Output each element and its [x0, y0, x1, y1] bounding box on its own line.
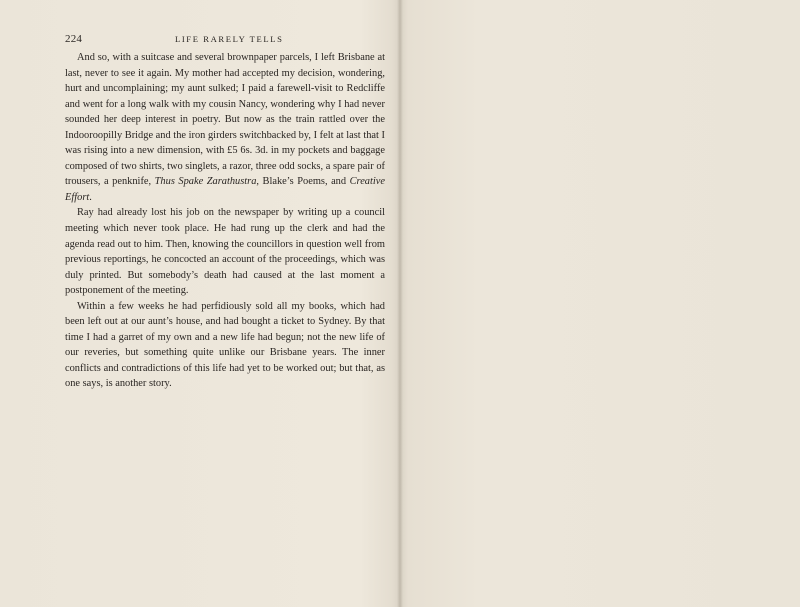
paragraph: [65, 205, 385, 298]
page-number: 224: [65, 33, 83, 45]
text-segment: , Blake’s Poems, and: [256, 176, 350, 188]
paragraph: [65, 299, 385, 392]
running-head: [65, 33, 385, 49]
book-title-italic: Thus Spake Zarathustra: [154, 176, 257, 188]
text-segment: And so, with a suitcase and several brownpaper parcels, I left Brisbane at last, never to see it again. My mother had accepted my decision, wondering, hurt and uncomplaining; my aunt sulked; I paid a farewell-visit to Redcliffe and went for a long walk with my cousin Nancy, wondering why I had never sounded her deep interest in poetry. But now as the train rattled over the Indooroopilly Bridge and the iron girders switchbacked by, I felt at last that I was rising into a new dimension, with £5 6s. 3d. in my pockets and baggage composed of two shirts, two singlets, a razor, three odd socks, a spare pair of trousers, a penknife,: [65, 52, 385, 188]
text-segment: .: [89, 191, 92, 203]
paragraph: [65, 50, 385, 205]
body-text: [65, 50, 385, 392]
running-title: LIFE RARELY TELLS: [175, 34, 284, 44]
text-segment: Within a few weeks he had perfidiously sold all my books, which had been left out at our aunt’s house, and had bought a ticket to Sydney. By that time I had a garret of my own and a new life had begun; not the new life of our reveries, but something quite unlike our Brisbane years. The inner conflicts and contradictions of this life had yet to be worked out; but that, as one says, is another story.: [65, 300, 385, 390]
text-segment: Ray had already lost his job on the newspaper by writing up a council meeting which never took place. He had rung up the clerk and had the agenda read out to him. Then, knowing the councillors in question well from previous reportings, he concocted an account of the proceedings, which was duly printed. But somebody’s death had caused at the last moment a postponement of the meeting.: [65, 207, 385, 297]
book-title-italic: Creative Effort: [65, 176, 386, 203]
right-page-blank: [402, 0, 800, 607]
left-page: [0, 0, 398, 607]
